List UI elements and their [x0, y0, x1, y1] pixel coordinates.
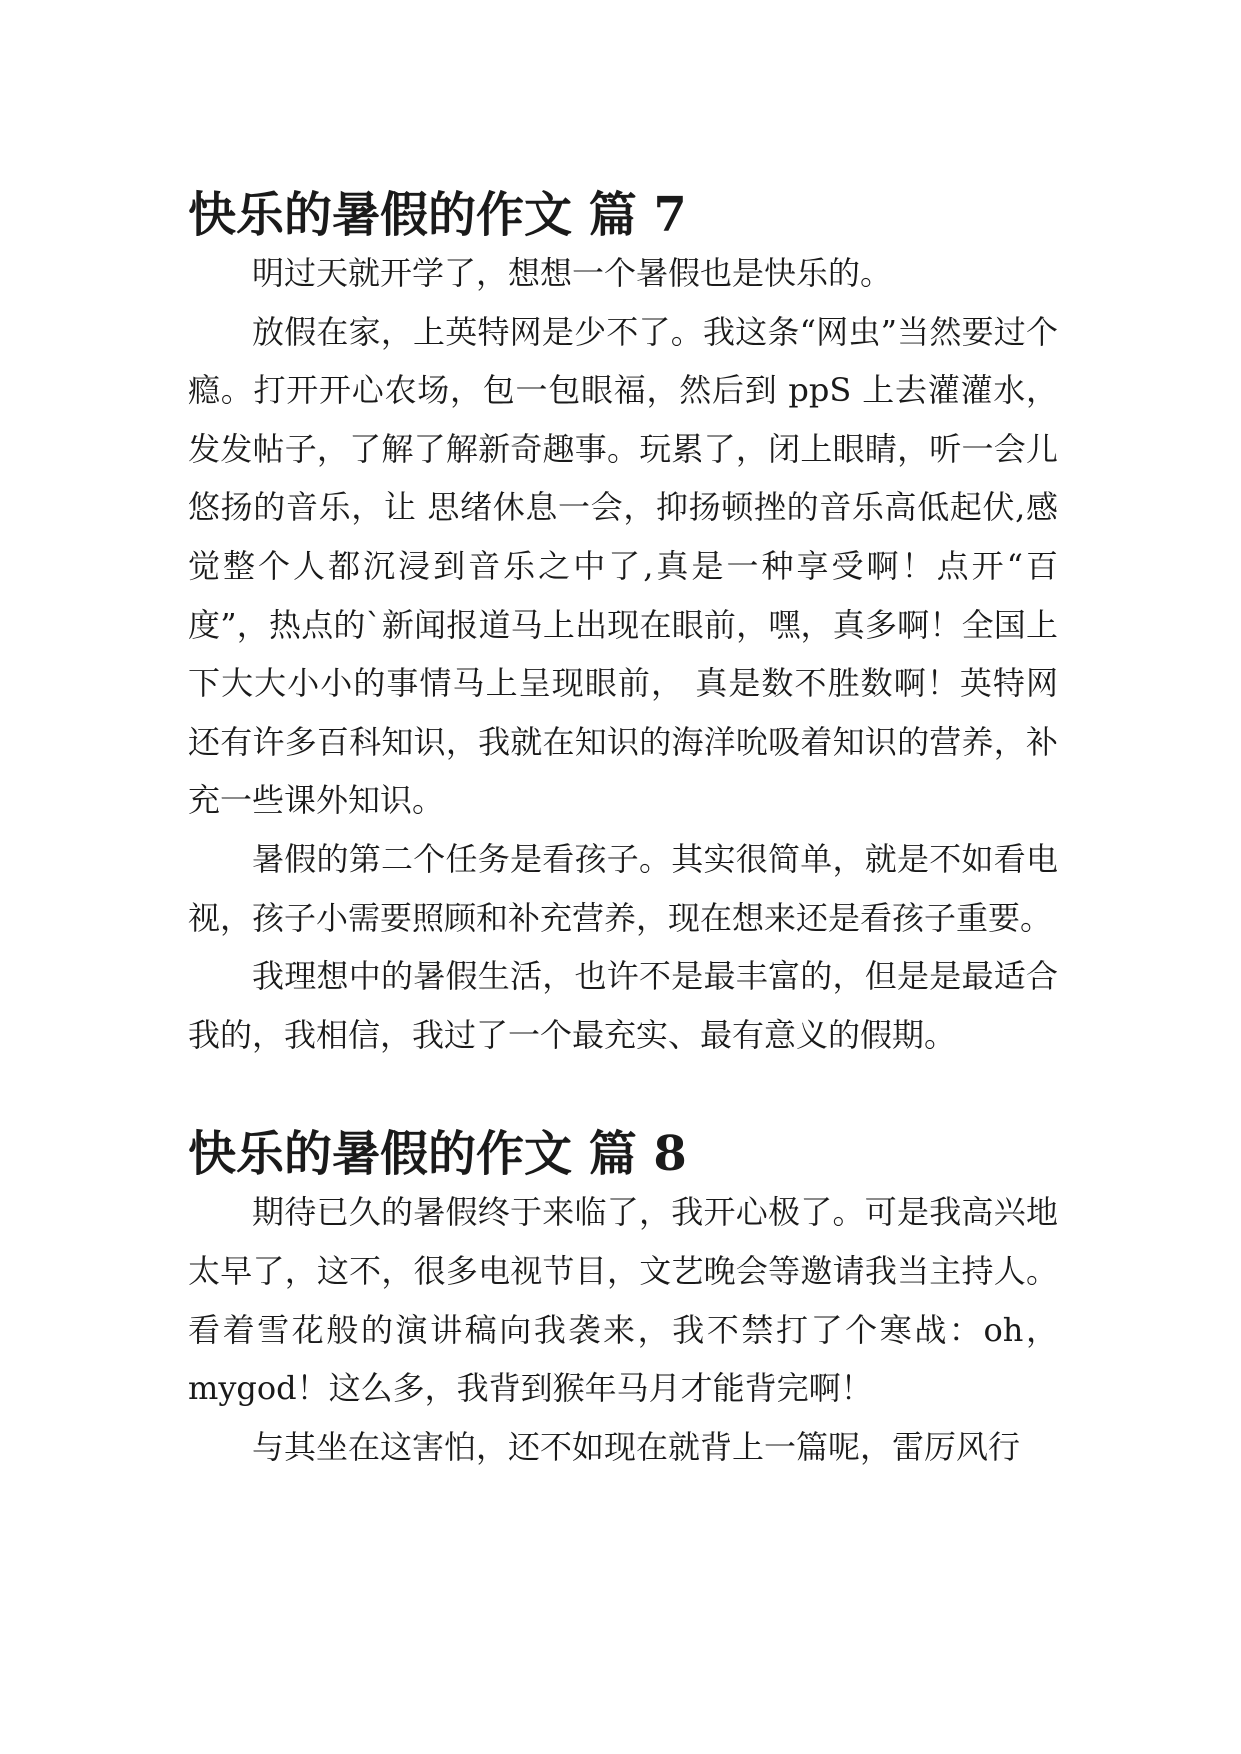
section-spacer	[188, 1064, 1058, 1125]
paragraph: 期待已久的暑假终于来临了，我开心极了。可是我高兴地太早了，这不，很多电视节目，文艺晚会等邀请我当主持人。看着雪花般的演讲稿向我袭来，我不禁打了个寒战：oh，mygod！这么多，我背到猴年马月才能背完啊！	[188, 1193, 1058, 1408]
paragraph: 与其坐在这害怕，还不如现在就背上一篇呢，雷厉风行	[252, 1427, 1021, 1466]
paragraph: 暑假的第二个任务是看孩子。其实很简单，就是不如看电视，孩子小需要照顾和补充营养，现在想来还是看孩子重要。	[188, 839, 1058, 937]
paragraph: 我理想中的暑假生活，也许不是最丰富的，但是是最适合我的，我相信，我过了一个最充实、最有意义的假期。	[188, 957, 1058, 1054]
document-page	[188, 186, 1058, 1476]
section-title: 快乐的暑假的作文 篇 7	[188, 187, 687, 243]
section-title: 快乐的暑假的作文 篇 8	[188, 1126, 687, 1183]
paragraph: 明过天就开学了，想想一个暑假也是快乐的。	[252, 254, 893, 292]
paragraph: 放假在家，上英特网是少不了。我这条“网虫”当然要过个瘾。打开开心农场，包一包眼福，然后到 ppS 上去灌灌水，发发帖子，了解了解新奇趣事。玩累了，闭上眼睛，听一会儿悠扬的音乐，让 思绪休息一会，抑扬顿挫的音乐高低起伏,感觉整个人都沉浸到音乐之中了,真是一种享受啊！点开“百度”，热点的`新闻报道马上出现在眼前，嘿，真多啊！全国上下大大小小的事情马上呈现眼前， 真是数不胜数啊！英特网还有许多百科知识，我就在知识的海洋吮吸着知识的营养，补充一些课外知识。	[188, 312, 1058, 820]
